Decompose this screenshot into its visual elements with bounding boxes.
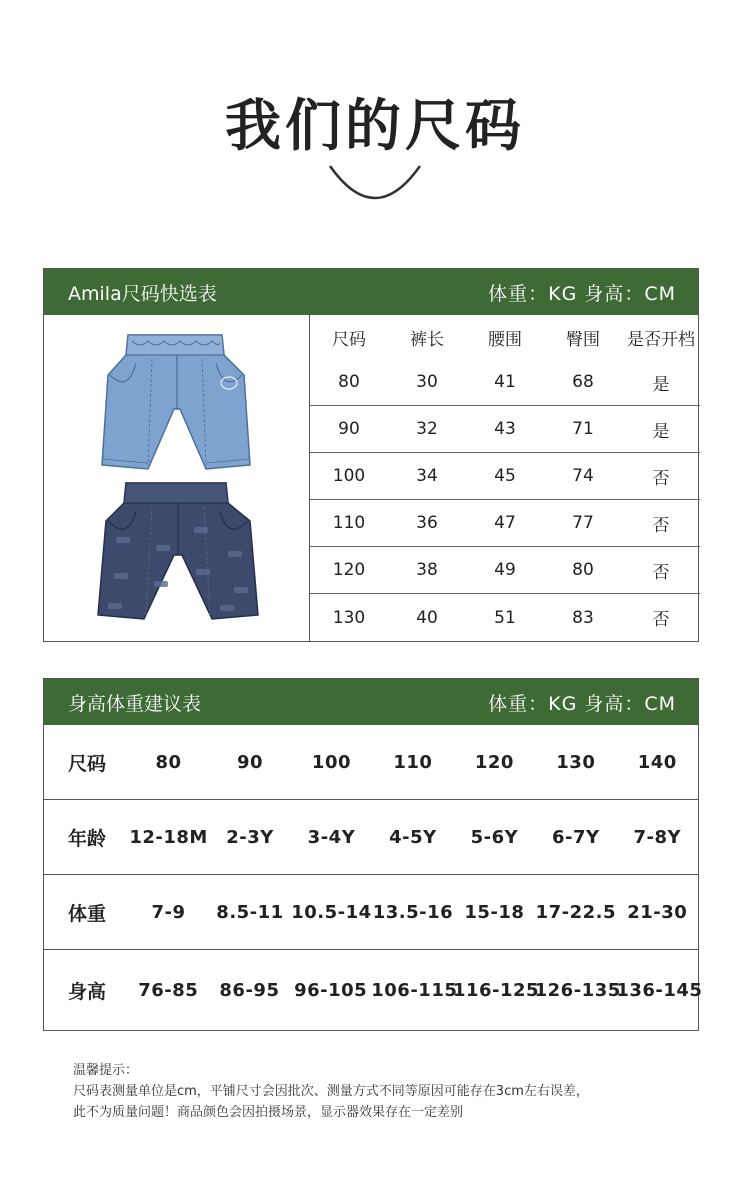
row-label: 体重 — [68, 902, 107, 925]
row-value: 6-7Y — [552, 826, 600, 848]
table-row — [310, 594, 700, 641]
row-value: 4-5Y — [389, 826, 437, 848]
row-value: 90 — [236, 751, 264, 773]
size-quick-table-header — [44, 269, 698, 315]
table-row — [310, 359, 700, 406]
row-value: 80 — [155, 751, 182, 773]
cell-hip: 68 — [572, 372, 594, 392]
cell-waist: 43 — [494, 419, 516, 439]
tips-heading: 温馨提示： — [73, 1063, 139, 1078]
cell-waist: 45 — [494, 466, 516, 486]
row-value: 106-115 — [371, 980, 458, 1001]
smile-decoration — [326, 160, 424, 206]
row-value: 3-4Y — [307, 826, 356, 848]
cell-open: 否 — [652, 468, 670, 489]
cell-hip: 74 — [572, 466, 594, 486]
row-label: 身高 — [68, 981, 107, 1003]
header-open-crotch: 是否开档 — [627, 329, 695, 350]
cell-waist: 51 — [494, 607, 516, 628]
tips-line-2: 此不为质量问题！商品颜色会因拍摄场景，显示器效果存在一定差别 — [73, 1105, 464, 1120]
row-value: 2-3Y — [226, 826, 274, 848]
row-value: 8.5-11 — [216, 901, 284, 923]
row-value: 7-9 — [151, 901, 186, 923]
row-label: 年龄 — [68, 827, 107, 850]
tips-line-1: 尺码表测量单位是cm，平铺尺寸会因批次、测量方式不同等原因可能存在3cm左右误差， — [73, 1084, 589, 1099]
cell-length: 30 — [416, 372, 438, 392]
row-value: 10.5-14 — [291, 901, 372, 923]
size-spec-grid — [310, 315, 700, 641]
cell-size: 110 — [332, 513, 366, 533]
size-quick-table — [43, 268, 699, 642]
row-value: 110 — [393, 751, 433, 773]
cell-waist: 41 — [494, 372, 516, 392]
row-value: 15-18 — [464, 901, 525, 923]
cell-hip: 77 — [572, 513, 594, 533]
dark-shorts-image — [98, 483, 258, 619]
cell-open: 是 — [652, 421, 670, 442]
header-size: 尺码 — [332, 329, 366, 350]
cell-size: 80 — [338, 372, 360, 392]
height-weight-table — [43, 678, 703, 1031]
light-shorts-image — [102, 335, 250, 469]
table-row — [44, 875, 698, 950]
height-weight-table-header — [44, 679, 698, 725]
cell-waist: 49 — [494, 560, 516, 580]
shorts-illustration — [44, 315, 310, 641]
cell-length: 34 — [416, 466, 438, 486]
cell-length: 32 — [416, 419, 438, 439]
cell-hip: 83 — [572, 607, 594, 628]
cell-waist: 47 — [494, 513, 516, 533]
row-value: 5-6Y — [470, 826, 519, 848]
cell-size: 90 — [338, 419, 360, 439]
table-row — [310, 547, 700, 594]
unit-note: 体重：KG 身高：CM — [488, 692, 676, 715]
table-row — [44, 950, 703, 1031]
row-value: 96-105 — [294, 980, 368, 1001]
table-row — [44, 725, 698, 800]
cell-length: 38 — [416, 560, 438, 580]
table-row — [310, 453, 700, 500]
cell-open: 否 — [652, 610, 670, 630]
page-title: 我们的尺码 — [225, 94, 525, 159]
header-pant-length: 裤长 — [410, 329, 444, 350]
height-weight-table-title: 身高体重建议表 — [68, 692, 202, 715]
cell-size: 130 — [332, 607, 366, 628]
row-value: 17-22.5 — [535, 901, 617, 923]
row-value: 76-85 — [138, 980, 199, 1001]
row-value: 13.5-16 — [372, 901, 454, 923]
unit-note: 体重：KG 身高：CM — [488, 282, 676, 305]
row-value: 7-8Y — [633, 826, 682, 848]
row-value: 100 — [311, 751, 351, 773]
row-value: 130 — [556, 751, 596, 773]
cell-open: 否 — [652, 562, 670, 583]
cell-open: 否 — [652, 515, 670, 536]
cell-length: 36 — [416, 513, 438, 533]
cell-hip: 71 — [572, 419, 594, 439]
cell-size: 120 — [332, 560, 366, 580]
table-row — [310, 500, 700, 547]
header-waist: 腰围 — [488, 329, 522, 350]
table-row — [44, 800, 698, 875]
cell-open: 是 — [652, 374, 670, 395]
row-value: 116-125 — [452, 980, 540, 1001]
tips-note — [73, 1060, 589, 1123]
row-value: 140 — [637, 751, 677, 773]
cell-size: 100 — [332, 466, 366, 486]
size-quick-table-title: Amila尺码快选表 — [68, 282, 217, 305]
row-value: 21-30 — [627, 901, 688, 923]
row-label: 尺码 — [68, 752, 107, 775]
row-value: 120 — [474, 751, 514, 773]
row-value: 126-135 — [534, 980, 621, 1001]
cell-hip: 80 — [572, 560, 594, 580]
product-image — [44, 315, 310, 641]
row-value: 12-18M — [129, 826, 208, 848]
table-row — [310, 406, 700, 453]
row-value: 136-145 — [616, 980, 703, 1001]
size-spec-header-row — [310, 315, 700, 359]
row-value: 86-95 — [219, 980, 280, 1001]
header-hip: 臀围 — [566, 329, 600, 350]
cell-length: 40 — [416, 607, 438, 628]
